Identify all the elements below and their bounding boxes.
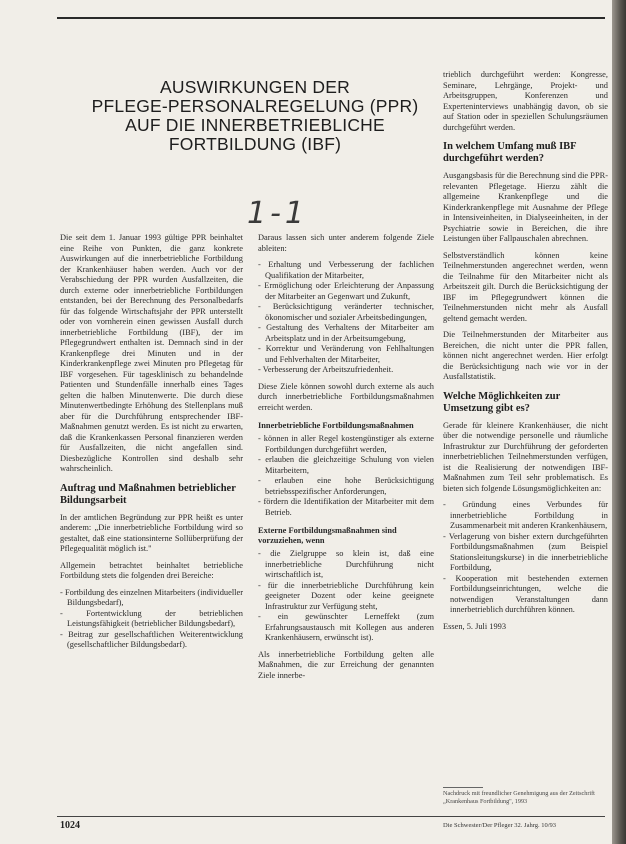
title-line: PFLEGE-PERSONALREGELUNG (PPR) (91, 96, 419, 116)
paragraph: Selbstverständlich können keine Teilnehmerstunden angerechnet werden, wenn die Teilnahme für den Mitarbeiter nicht als Arbeitszeit gilt. Durch die Berücksichtigung der IBF im Pflegegrundwert können die Teilnehmerstunden nicht mehr als Ausfall geltend gemacht werden. (443, 250, 608, 323)
paragraph: Gerade für kleinere Krankenhäuser, die nicht über die notwendige personelle und räumliche Infrastruktur zur Durchführung der geforderten innerbetrieblichen Teilnehmerstunden verfügen, ist die Realisierung der notwendigen IBF-Maßnahmen zum Teil sehr problematisch. Es bieten sich folgende Lösungsmöglichkeiten an: (443, 420, 608, 493)
bottom-rule (57, 816, 605, 817)
title-line: AUSWIRKUNGEN DER (160, 77, 350, 97)
column-1 (60, 233, 243, 657)
column-2 (258, 233, 434, 687)
list-item: - Fortentwicklung der betrieblichen Leistungsfähigkeit (betrieblicher Bildungsbedarf), (60, 609, 243, 630)
section-heading: Welche Möglichkeiten zur Umsetzung gibt es? (443, 390, 561, 414)
bullet-list (258, 260, 434, 376)
paragraph: Allgemein betrachtet beinhaltet betriebliche Fortbildung stets die folgenden drei Bereiche: (60, 560, 243, 580)
list-item: - Berücksichtigung veränderter technischer, ökonomischer und sozialer Arbeitsbedingungen, (258, 302, 434, 323)
title-line: AUF DIE INNERBETRIEBLICHE (125, 115, 385, 135)
bullet-list (258, 434, 434, 518)
list-item: - fördern die Identifikation der Mitarbeiter mit dem Betrieb. (258, 497, 434, 518)
subheading: Externe Fortbildungsmaßnahmen sind vorzuziehen, wenn (258, 526, 397, 545)
intro-paragraph: Die seit dem 1. Januar 1993 gültige PPR beinhaltet eine Reihe von Punkten, die ganz konkrete Auswirkungen auf die innerbetriebliche Fortbildung der Krankenhäuser haben werden. Auch vor der Verabschiedung der PPR wurden Ausfallzeiten, die durch externe oder innerbetriebliche Fortbildungen entstanden, bei der Berechnung des Personalbedarfs für das folgende Wirtschaftsjahr der PPR unterstellt oder von vornherein einen gewissen Ausfall durch innerbetriebliche Fortbildung (IBF), der im Pflegegrundwert enthalten ist. Demnach sind in der Krankenpflege drei Minuten und in der Kinderkrankenpflege zwei Minuten pro Pflegetag für IBF vorgesehen. Für tagesklinisch zu behandelnde Patienten und Stundenfälle innerhalb eines Tages gelten die halben Minutenwerte. Die durch diese Minutenwertbedingte Erhöhung des Stellenplans muß aber für die Durchführung entsprechender IBF-Maßnahmen genutzt werden. Es ist nicht zu erwarten, daß die Krankenkassen Personal finanzieren werden für Ausfallzeiten, die nicht angefallen sind. Diesbezügliche Kontrollen sind deshalb sehr wahrscheinlich. (60, 233, 243, 473)
section-heading: In welchem Umfang muß IBF durchgeführt werden? (443, 141, 577, 164)
bullet-list (258, 549, 434, 644)
footnote: Nachdruck mit freundlicher Genehmigung aus der Zeitschrift „Krankenhaus Fortbildung", 1993 (443, 790, 595, 805)
paragraph: trieblich durchgeführt werden: Kongresse, Seminare, Lehrgänge, Projekt- und Arbeitsgruppen, Konferenzen und Experteninterviews unabhängig davon, ob sie auf Station oder in speziellen Schulungsräumen durchgeführt werden. (443, 70, 608, 132)
paragraph: Die Teilnehmerstunden der Mitarbeiter aus Bereichen, die nicht unter die PPR fallen, können nicht angerechnet werden. Hier erfolgt die Berücksichtigung nach wie vor in der Ausfallstatistik. (443, 330, 608, 381)
list-item: - für die innerbetriebliche Durchführung kein geeigneter Dozent oder keine geeignete Infrastruktur zur Verfügung steht, (258, 581, 434, 613)
list-item: - Fortbildung des einzelnen Mitarbeiters (individueller Bildungsbedarf), (60, 588, 243, 609)
bullet-list (60, 588, 243, 651)
handwritten-mark: 1-1 (247, 196, 308, 231)
list-item: - die Zielgruppe so klein ist, daß eine innerbetriebliche Durchführung nicht wirtschaftlich ist, (258, 549, 434, 581)
page-number: 1024 (60, 820, 80, 831)
paragraph: Daraus lassen sich unter anderem folgende Ziele ableiten: (258, 233, 434, 253)
page-edge (612, 0, 626, 844)
bullet-list (443, 500, 608, 616)
list-item: - Erhaltung und Verbesserung der fachlichen Qualifikation der Mitarbeiter, (258, 260, 434, 281)
list-item: - Ermöglichung oder Erleichterung der Anpassung der Mitarbeiter an Gegenwart und Zukunft, (258, 281, 434, 302)
footnote-separator (443, 787, 483, 788)
top-rule (57, 17, 605, 19)
list-item: - Gründung eines Verbundes für innerbetriebliche Fortbildung in Zusammenarbeit mit anderen Krankenhäusern, (443, 500, 608, 532)
column-3 (443, 70, 608, 638)
title-line: FORTBILDUNG (IBF) (168, 134, 342, 154)
list-item: - Verbesserung der Arbeitszufriedenheit. (258, 365, 434, 376)
signoff: Essen, 5. Juli 1993 (443, 621, 507, 631)
subheading: Innerbetriebliche Fortbildungsmaßnahmen (258, 421, 414, 430)
paragraph: Als innerbetriebliche Fortbildung gelten alle Maßnahmen, die zur Erreichung der genannten Ziele innerbe- (258, 649, 434, 680)
paragraph: Ausgangsbasis für die Berechnung sind die PPR-relevanten Pflegetage. Hierzu zählt die allgemeine Krankenpflege und die Kinderkrankenpflege mit Ausnahme der Pflege in Intensiveinheiten, in Dialyseeinheiten, in der Psychiatrie sowie in Bereichen, die ihre Leistungen über Fallpauschalen abrechnen. (443, 171, 608, 243)
list-item: - ein gewünschter Lerneffekt (zum Erfahrungsaustausch mit Kollegen aus anderen Krankenhäusern, erwünscht ist). (258, 612, 434, 644)
article-title (70, 78, 440, 154)
section-heading: Auftrag und Maßnahmen betrieblicher Bildungsarbeit (60, 482, 236, 506)
list-item: - erlauben eine hohe Berücksichtigung betriebsspezifischer Anforderungen, (258, 476, 434, 497)
paragraph: Diese Ziele können sowohl durch externe als auch durch innerbetriebliche Fortbildungsmaßnahmen erreicht werden. (258, 381, 434, 412)
list-item: - erlauben die gleichzeitige Schulung von vielen Mitarbeitern, (258, 455, 434, 476)
list-item: - Kooperation mit bestehenden externen Fortbildungseinrichtungen, welche die notwendigen Veranstaltungen dann innerbetrieblich durchführen können. (443, 574, 608, 616)
list-item: - Beitrag zur gesellschaftlichen Weiterentwicklung (gesellschaftlicher Bildungsbedarf). (60, 630, 243, 651)
list-item: - Verlagerung von bisher extern durchgeführten Fortbildungsmaßnahmen (zum Beispiel Stationsleitungskurse) in die innerbetriebliche Fortbildung, (443, 532, 608, 574)
list-item: - Korrektur und Veränderung von Fehlhaltungen und Fehlverhalten der Mitarbeiter, (258, 344, 434, 365)
paragraph: In der amtlichen Begründung zur PPR heißt es unter anderem: „Die innerbetriebliche Fortbildung wird so gestaltet, daß eine stationsinterne Sollüberprüfung der Pflegequalität möglich ist." (60, 512, 243, 553)
running-footer: Die Schwester/Der Pfleger 32. Jahrg. 10/93 (443, 822, 557, 829)
list-item: - können in aller Regel kostengünstiger als externe Fortbildungen durchgeführt werden, (258, 434, 434, 455)
list-item: - Gestaltung des Verhaltens der Mitarbeiter am Arbeitsplatz und in der Arbeitsumgebung, (258, 323, 434, 344)
